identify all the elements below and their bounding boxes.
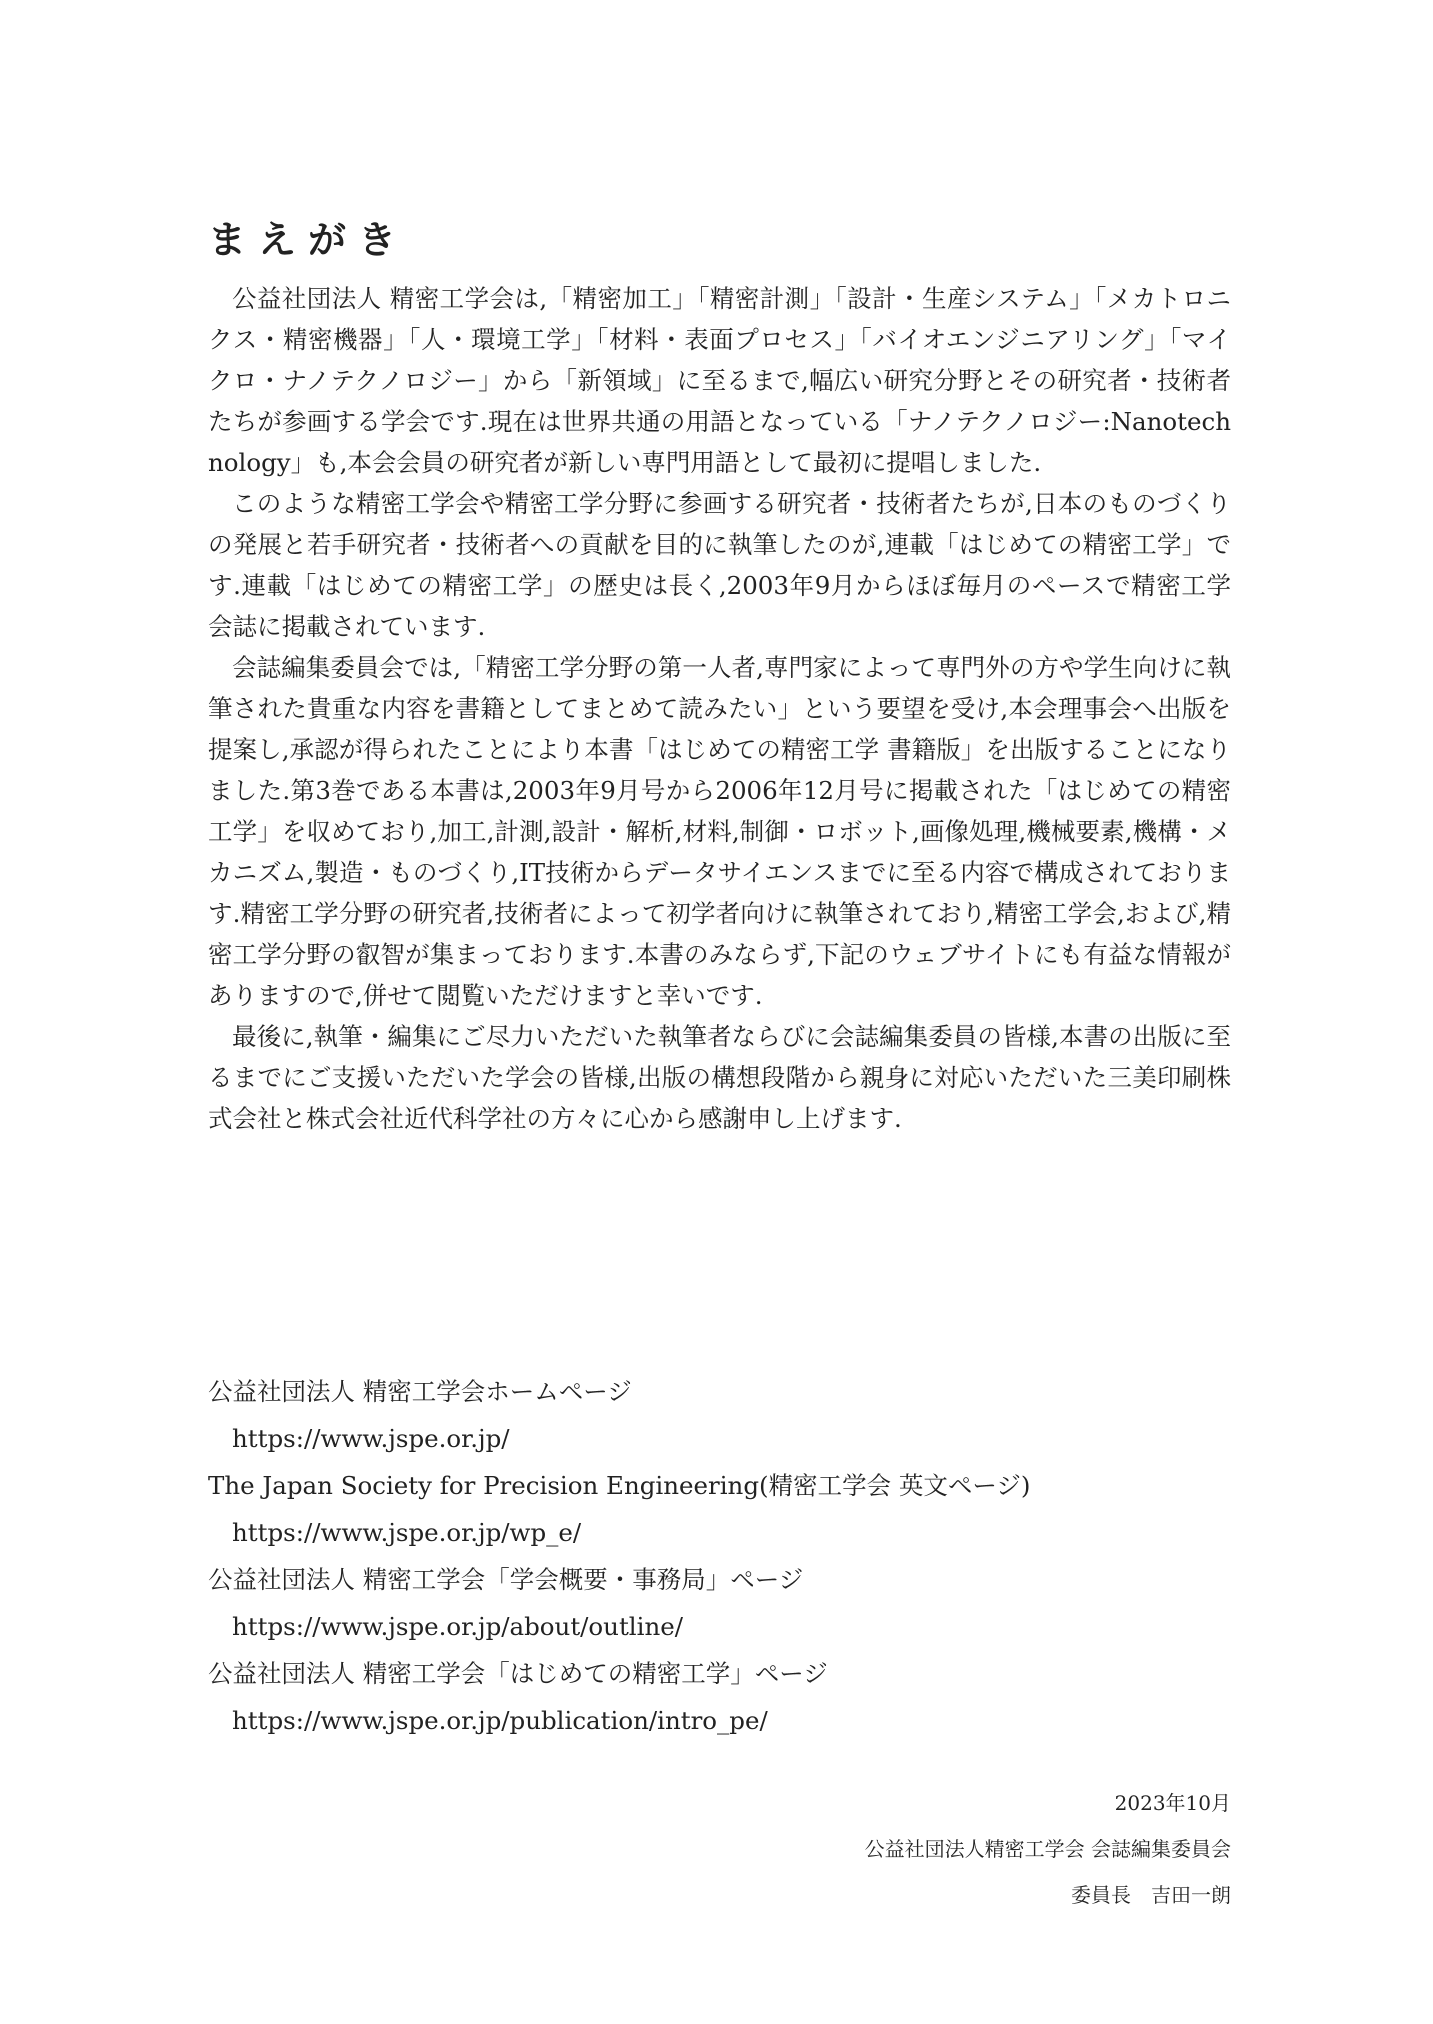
signature-block xyxy=(865,1780,1231,1918)
signature-organization: 公益社団法人精密工学会 会誌編集委員会 xyxy=(864,1837,1231,1861)
website-url[interactable]: https://www.jspe.or.jp/publication/intro_pe/ xyxy=(232,1706,768,1735)
website-entry xyxy=(208,1462,1231,1556)
website-url[interactable]: https://www.jspe.or.jp/ xyxy=(232,1424,510,1453)
document-page xyxy=(208,0,1231,2024)
website-list xyxy=(208,1368,1231,1744)
signature-date: 2023年10月 xyxy=(1114,1791,1231,1815)
website-label: 公益社団法人 精密工学会ホームページ xyxy=(208,1377,632,1406)
paragraph-3: 会誌編集委員会では,「精密工学分野の第一人者,専門家によって専門外の方や学生向けに執筆された貴重な内容を書籍としてまとめて読みたい」という要望を受け,本会理事会へ出版を提案し,承認が得られたことにより本書「はじめての精密工学 書籍版」を出版することになりました.第3巻である本書は,2003年9月号から2006年12月号に掲載された「はじめての精密工学」を収めており,加工,計測,設計・解析,材料,制御・ロボット,画像処理,機械要素,機構・メカニズム,製造・ものづくり,IT技術からデータサイエンスまでに至る内容で構成されております.精密工学分野の研究者,技術者によって初学者向けに執筆されており,精密工学会,および,精密工学分野の叡智が集まっております.本書のみならず,下記のウェブサイトにも有益な情報がありますので,併せて閲覧いただけますと幸いです. xyxy=(208,653,1231,1010)
website-entry xyxy=(208,1368,1231,1462)
website-entry xyxy=(208,1556,1231,1650)
website-url[interactable]: https://www.jspe.or.jp/about/outline/ xyxy=(232,1612,684,1641)
website-label: 公益社団法人 精密工学会「はじめての精密工学」ページ xyxy=(208,1659,828,1688)
website-label: The Japan Society for Precision Engineering(精密工学会 英文ページ) xyxy=(208,1471,1031,1500)
paragraph-1: 公益社団法人 精密工学会は,「精密加工」「精密計測」「設計・生産システム」「メカトロニクス・精密機器」「人・環境工学」「材料・表面プロセス」「バイオエンジニアリング」「マイクロ・ナノテクノロジー」から「新領域」に至るまで,幅広い研究分野とその研究者・技術者たちが参画する学会です.現在は世界共通の用語となっている「ナノテクノロジー:Nanotechnology」も,本会会員の研究者が新しい専門用語として最初に提唱しました. xyxy=(208,284,1231,477)
preface-body xyxy=(208,278,1231,1139)
website-label: 公益社団法人 精密工学会「学会概要・事務局」ページ xyxy=(208,1565,804,1594)
paragraph-2: このような精密工学会や精密工学分野に参画する研究者・技術者たちが,日本のものづくりの発展と若手研究者・技術者への貢献を目的に執筆したのが,連載「はじめての精密工学」です.連載「はじめての精密工学」の歴史は長く,2003年9月からほぼ毎月のペースで精密工学会誌に掲載されています. xyxy=(208,489,1231,641)
website-url[interactable]: https://www.jspe.or.jp/wp_e/ xyxy=(232,1518,582,1547)
page-title: まえがき xyxy=(208,217,409,262)
paragraph-4: 最後に,執筆・編集にご尽力いただいた執筆者ならびに会誌編集委員の皆様,本書の出版に至るまでにご支援いただいた学会の皆様,出版の構想段階から親身に対応いただいた三美印刷株式会社と株式会社近代科学社の方々に心から感謝申し上げます. xyxy=(208,1022,1231,1133)
website-entry xyxy=(208,1650,1231,1744)
signature-person: 委員長 吉田一朗 xyxy=(1071,1883,1231,1907)
